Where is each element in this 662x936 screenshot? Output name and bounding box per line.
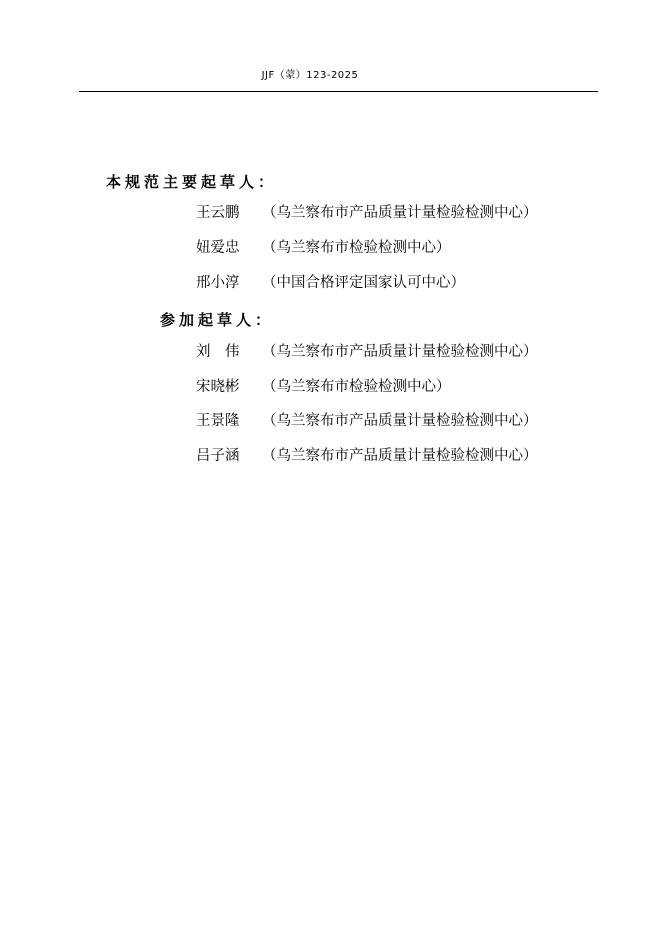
drafter-name: 邢小淳 xyxy=(196,275,240,291)
additional-drafter-row xyxy=(196,411,538,431)
header-rule xyxy=(79,91,598,92)
additional-drafter-row xyxy=(196,377,451,397)
drafter-name: 宋晓彬 xyxy=(196,379,240,395)
drafter-name: 吕子涵 xyxy=(196,448,240,464)
drafter-organization: （乌兰察布市检验检测中心） xyxy=(262,379,451,395)
additional-drafter-row xyxy=(196,342,538,362)
additional-drafter-row xyxy=(196,446,538,466)
drafter-name: 刘 伟 xyxy=(196,344,240,360)
drafter-name: 王云鹏 xyxy=(196,205,240,221)
additional-drafters-title: 参加起草人： xyxy=(160,311,275,329)
main-drafter-row xyxy=(196,203,538,223)
drafter-name: 妞爱忠 xyxy=(196,240,240,256)
drafter-organization: （乌兰察布市产品质量计量检验检测中心） xyxy=(262,205,538,221)
main-drafters-title: 本规范主要起草人： xyxy=(106,173,278,191)
drafter-organization: （乌兰察布市产品质量计量检验检测中心） xyxy=(262,344,538,360)
drafter-organization: （乌兰察布市产品质量计量检验检测中心） xyxy=(262,448,538,464)
main-drafter-row xyxy=(196,273,465,293)
drafter-organization: （中国合格评定国家认可中心） xyxy=(262,275,465,291)
main-drafter-row xyxy=(196,238,451,258)
drafter-name: 王景隆 xyxy=(196,413,240,429)
drafter-organization: （乌兰察布市产品质量计量检验检测中心） xyxy=(262,413,538,429)
document-code: JJF（蒙）123-2025 xyxy=(261,70,359,81)
drafter-organization: （乌兰察布市检验检测中心） xyxy=(262,240,451,256)
